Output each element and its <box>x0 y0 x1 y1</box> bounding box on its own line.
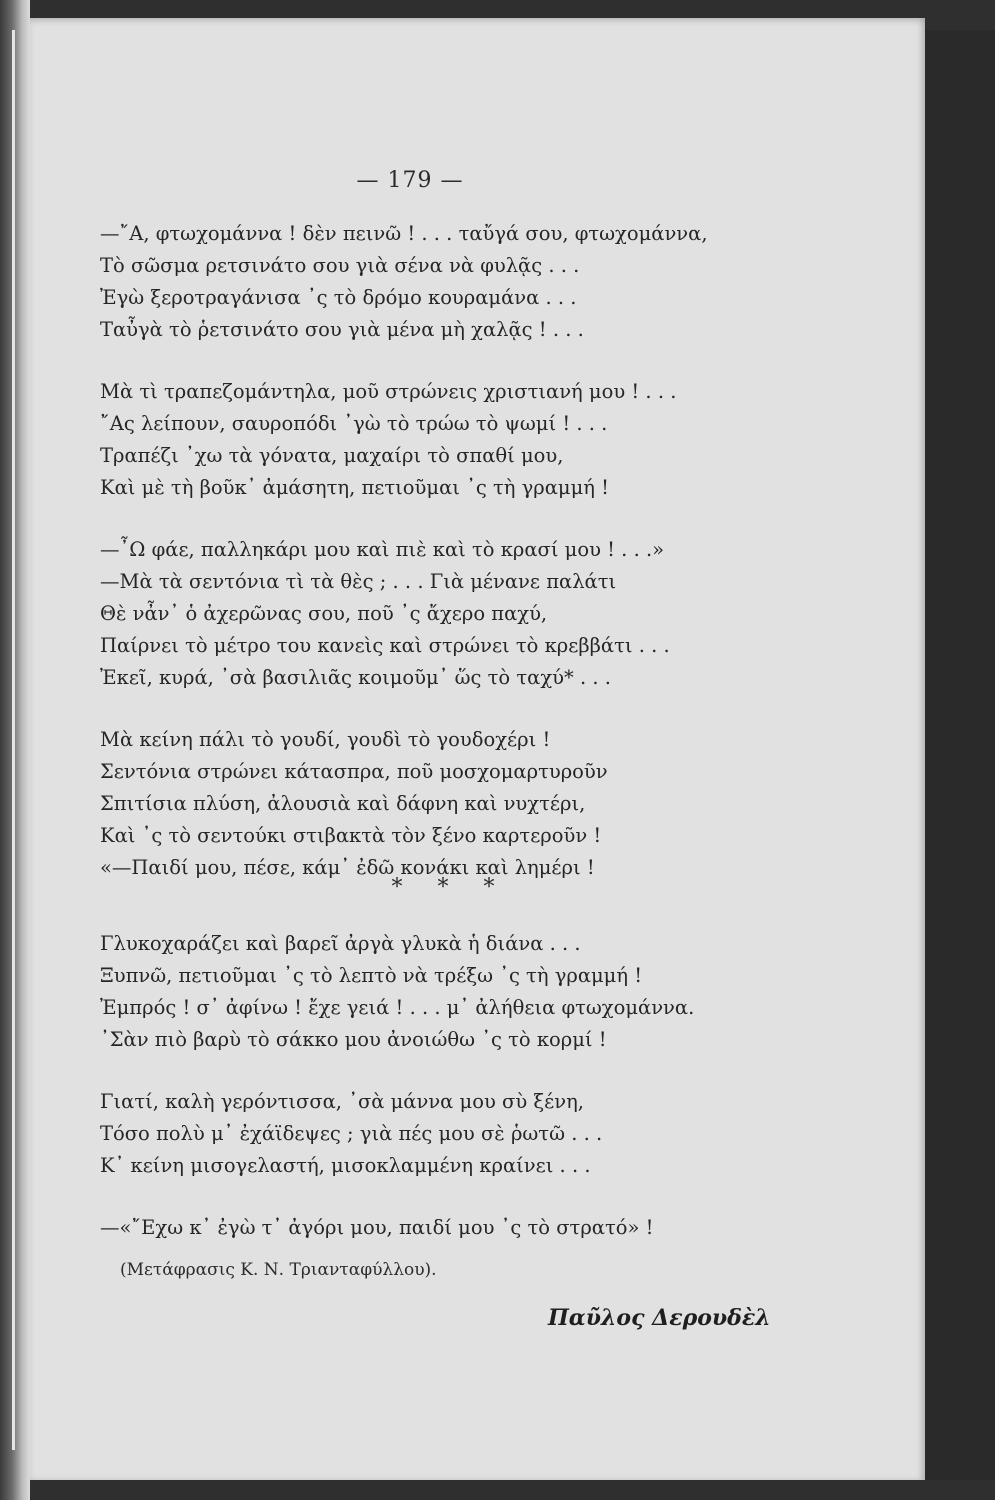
stanza <box>100 376 800 504</box>
stanza <box>100 928 800 1056</box>
poem-line: Θὲ νἆν᾽ ὁ ἀχερῶνας σου, ποῦ ᾽ς ἄχερο παχύ, <box>100 602 548 625</box>
poem-line: Γιατί, καλὴ γερόντισσα, ᾽σὰ μάννα μου σὺ ξένη, <box>100 1090 584 1113</box>
poem-line: Σπιτίσια πλύση, ἀλουσιὰ καὶ δάφνη καὶ νυχτέρι, <box>100 792 586 815</box>
poem-line: Ἐγὼ ξεροτραγάνισα ᾽ς τὸ δρόμο κουραμάνα . . . <box>100 286 577 309</box>
stanza <box>100 218 800 346</box>
poem-line: Ξυπνῶ, πετιοῦμαι ᾽ς τὸ λεπτὸ νὰ τρέξω ᾽ς τὴ γραμμή ! <box>100 964 643 987</box>
poem-line: —«῎Εχω κ᾽ ἐγὼ τ᾽ ἀγόρι μου, παιδί μου ᾽ς τὸ στρατό» ! <box>100 1216 654 1239</box>
poem-line: Τόσο πολὺ μ᾽ ἐχάϊδεψες ; γιὰ πές μου σὲ ῥωτῶ . . . <box>100 1122 603 1145</box>
poem-line: —Μὰ τὰ σεντόνια τὶ τὰ θὲς ; . . . Γιὰ μένανε παλάτι <box>100 570 617 593</box>
poem-line: Τὸ σῶσμα ρετσινάτο σου γιὰ σένα νὰ φυλᾷς . . . <box>100 254 580 277</box>
background-edge <box>925 30 995 1480</box>
poem-line: Μὰ κείνη πάλι τὸ γουδί, γουδὶ τὸ γουδοχέρι ! <box>100 728 551 751</box>
author-signature: Παῦλος Δερουδὲλ <box>548 1305 771 1331</box>
poem-part-1 <box>100 218 800 914</box>
poem-line: Ἐκεῖ, κυρά, ᾽σὰ βασιλιᾶς κοιμοῦμ᾽ ὥς τὸ ταχύ* . . . <box>100 666 611 689</box>
poem-line: Τραπέζι ᾽χω τὰ γόνατα, μαχαίρι τὸ σπαθί μου, <box>100 444 564 467</box>
poem-line: ᾽Σὰν πιὸ βαρὺ τὸ σάκκο μου ἀνοιώθω ᾽ς τὸ κορμί ! <box>100 1028 607 1051</box>
stanza <box>100 534 800 694</box>
poem-line: Ταὖγὰ τὸ ῥετσινάτο σου γιὰ μένα μὴ χαλᾷς ! . . . <box>100 318 584 341</box>
poem-line: ῎Ας λείπουν, σαυροπόδι ᾽γὼ τὸ τρώω τὸ ψωμί ! . . . <box>100 412 608 435</box>
poem-line: «—Παιδί μου, πέσε, κάμ᾽ ἐδῶ κονάκι καὶ λημέρι ! <box>100 856 595 879</box>
spine-edge <box>12 30 15 1450</box>
poem-line: Καὶ ᾽ς τὸ σεντούκι στιβακτὰ τὸν ξένο καρτεροῦν ! <box>100 824 602 847</box>
section-separator: * * * <box>391 875 509 900</box>
poem-part-2 <box>100 928 800 1274</box>
stanza <box>100 1212 800 1244</box>
poem-line: Σεντόνια στρώνει κάτασπρα, ποῦ μοσχομαρτυροῦν <box>100 760 608 783</box>
poem-line: Ἐμπρός ! σ᾽ ἀφίνω ! ἔχε γειά ! . . . μ᾽ ἀλήθεια φτωχομάννα. <box>100 996 695 1019</box>
poem-line: Μὰ τὶ τραπεζομάντηλα, μοῦ στρώνεις χριστιανή μου ! . . . <box>100 380 677 403</box>
page-number: — 179 — <box>356 168 464 193</box>
translation-note: (Μετάφρασις Κ. Ν. Τριανταφύλλου). <box>120 1260 437 1280</box>
poem-line: —῏Ω φάε, παλληκάρι μου καὶ πιὲ καὶ τὸ κρασί μου ! . . .» <box>100 538 665 561</box>
poem-line: Καὶ μὲ τὴ βοῦκ᾽ ἀμάσητη, πετιοῦμαι ᾽ς τὴ γραμμή ! <box>100 476 609 499</box>
stanza <box>100 1086 800 1182</box>
book-spine <box>0 0 30 1500</box>
poem-line: —῎Α, φτωχομάννα ! δὲν πεινῶ ! . . . ταὔγά σου, φτωχομάννα, <box>100 222 708 245</box>
poem-line: Παίρνει τὸ μέτρο του κανεὶς καὶ στρώνει τὸ κρεββάτι . . . <box>100 634 670 657</box>
poem-line: Γλυκοχαράζει καὶ βαρεῖ ἀργὰ γλυκὰ ἡ διάνα . . . <box>100 932 581 955</box>
stanza <box>100 724 800 884</box>
poem-line: Κ᾽ κείνη μισογελαστή, μισοκλαμμένη κραίνει . . . <box>100 1154 591 1177</box>
